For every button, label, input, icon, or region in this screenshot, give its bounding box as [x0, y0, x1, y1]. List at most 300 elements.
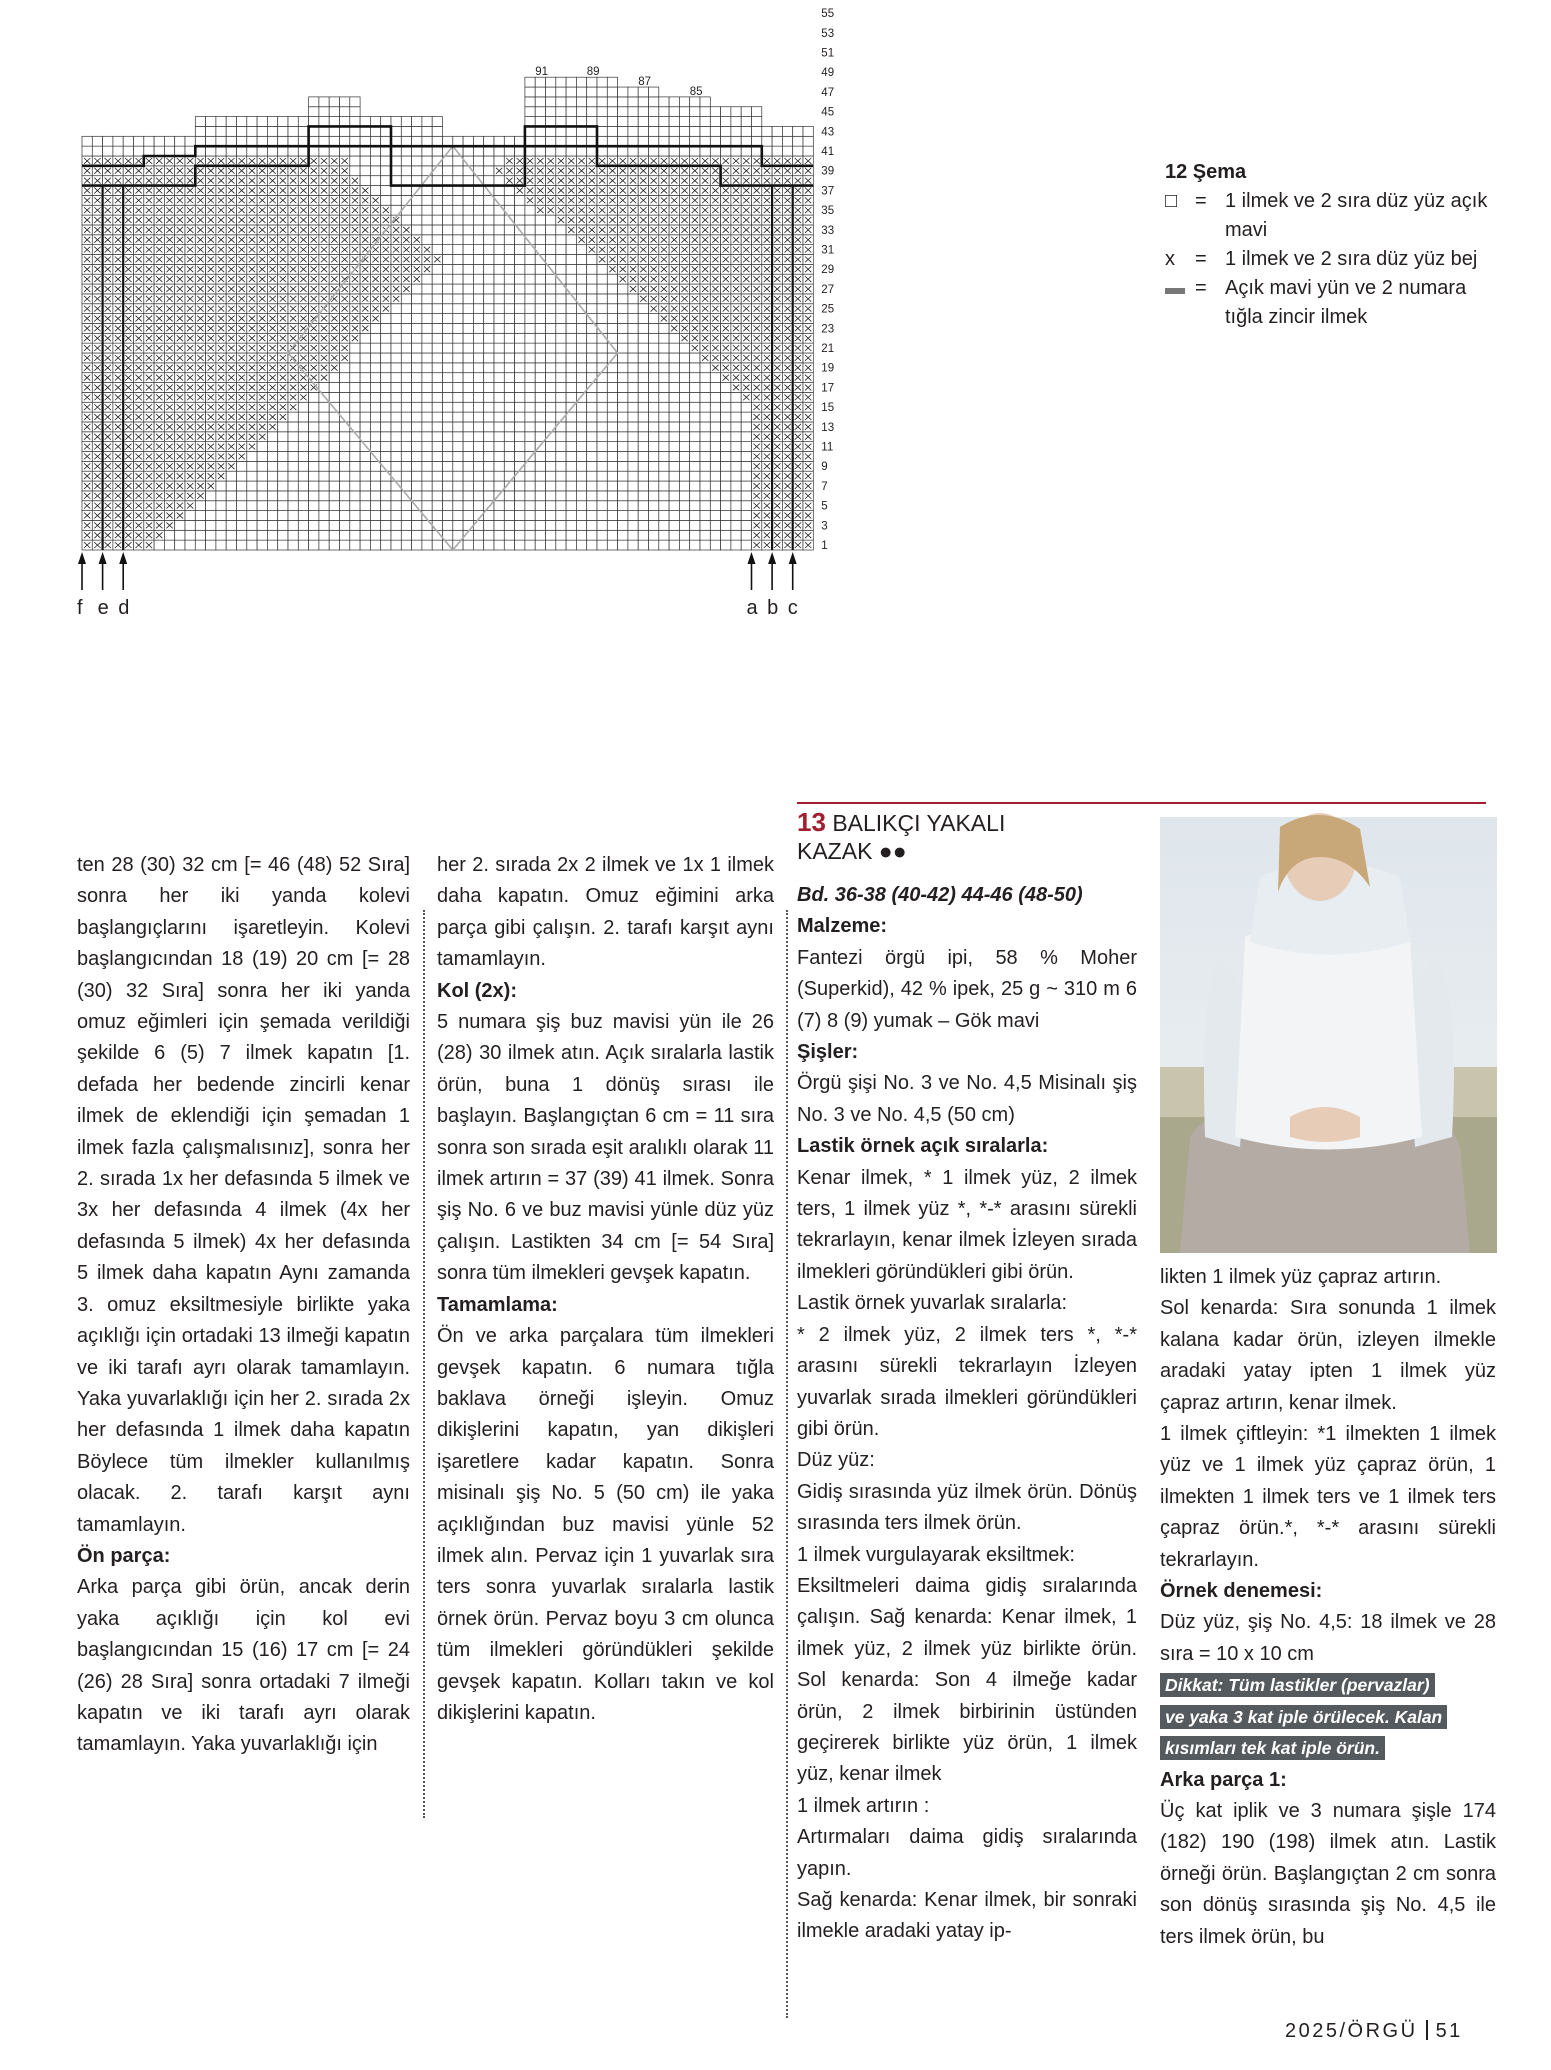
chart-cell — [463, 511, 473, 521]
chart-cell — [525, 373, 535, 383]
chart-cell — [484, 442, 494, 452]
chart-cell — [710, 461, 720, 471]
chart-cell — [679, 442, 689, 452]
chart-cell — [494, 245, 504, 255]
legend-text: 1 ilmek ve 2 sıra düz yüz bej — [1225, 248, 1478, 270]
chart-cell — [494, 511, 504, 521]
chart-cell — [391, 323, 401, 333]
text-column-1 — [77, 850, 410, 1761]
chart-cell — [443, 452, 453, 462]
chart-cell — [247, 501, 257, 511]
chart-cell — [566, 126, 576, 136]
chart-cell — [401, 471, 411, 481]
chart-cell — [638, 422, 648, 432]
chart-cell — [638, 461, 648, 471]
chart-cell — [453, 333, 463, 343]
chart-cell — [401, 452, 411, 462]
chart-cell — [391, 491, 401, 501]
chart-cell — [443, 343, 453, 353]
chart-cell — [731, 471, 741, 481]
chart-cell — [237, 146, 247, 156]
chart-cell — [690, 392, 700, 402]
chart-cell — [473, 471, 483, 481]
chart-cell — [257, 540, 267, 550]
chart-cell — [566, 432, 576, 442]
text-column-3-body — [797, 911, 1137, 1947]
chart-cell — [649, 333, 659, 343]
chart-cell — [329, 383, 339, 393]
chart-cell — [381, 363, 391, 373]
chart-cell — [515, 471, 525, 481]
chart-cell — [443, 392, 453, 402]
chart-cell — [659, 383, 669, 393]
chart-cell — [566, 255, 576, 265]
chart-cell — [412, 432, 422, 442]
legend-text: 1 ilmek ve 2 sıra düz yüz açık mavi — [1225, 190, 1488, 241]
chart-cell — [649, 353, 659, 363]
chart-cell — [525, 392, 535, 402]
chart-cell — [463, 402, 473, 412]
chart-cell — [422, 225, 432, 235]
chart-cell — [309, 520, 319, 530]
chart-cell — [597, 314, 607, 324]
chart-cell — [731, 452, 741, 462]
chart-cell — [649, 87, 659, 97]
chart-cell — [463, 461, 473, 471]
chart-cell — [597, 452, 607, 462]
chart-cell — [576, 363, 586, 373]
legend-symbol-x: x — [1165, 248, 1175, 270]
chart-cell — [679, 520, 689, 530]
chart-cell — [484, 304, 494, 314]
chart-cell — [515, 274, 525, 284]
chart-cell — [278, 520, 288, 530]
chart-cell — [566, 392, 576, 402]
chart-cell — [463, 264, 473, 274]
chart-cell — [556, 353, 566, 363]
chart-cell — [298, 540, 308, 550]
chart-cell — [546, 511, 556, 521]
chart-cell — [237, 520, 247, 530]
chart-cell — [185, 146, 195, 156]
chart-cell — [350, 373, 360, 383]
chart-cell — [690, 136, 700, 146]
chart-cell — [391, 432, 401, 442]
chart-cell — [381, 176, 391, 186]
chart-cell — [350, 107, 360, 117]
chart-cell — [391, 511, 401, 521]
chart-cell — [803, 126, 813, 136]
chart-cell — [628, 402, 638, 412]
chart-cell — [391, 353, 401, 363]
chart-cell — [185, 530, 195, 540]
chart-cell — [669, 491, 679, 501]
chart-cell — [412, 146, 422, 156]
chart-cell — [473, 412, 483, 422]
chart-cell — [638, 343, 648, 353]
chart-cell — [649, 432, 659, 442]
chart-cell — [587, 343, 597, 353]
chart-cell — [422, 195, 432, 205]
chart-cell — [443, 353, 453, 363]
chart-cell — [649, 520, 659, 530]
chart-cell — [607, 471, 617, 481]
chart-cell — [401, 461, 411, 471]
chart-cell — [329, 97, 339, 107]
chart-cell — [607, 422, 617, 432]
chart-cell — [597, 77, 607, 87]
chart-cell — [566, 481, 576, 491]
legend-equals: = — [1195, 248, 1207, 270]
row-number: 9 — [821, 461, 828, 474]
chart-cell — [360, 176, 370, 186]
chart-cell — [463, 412, 473, 422]
chart-cell — [340, 471, 350, 481]
chart-cell — [484, 461, 494, 471]
chart-cell — [412, 530, 422, 540]
chart-cell — [607, 491, 617, 501]
chart-cell — [391, 412, 401, 422]
legend-item — [1165, 187, 1495, 245]
chart-cell — [566, 117, 576, 127]
chart-cell — [237, 530, 247, 540]
chart-cell — [731, 412, 741, 422]
chart-cell — [278, 146, 288, 156]
chart-cell — [412, 166, 422, 176]
chart-cell — [360, 402, 370, 412]
chart-cell — [412, 136, 422, 146]
chart-cell — [587, 373, 597, 383]
chart-cell — [710, 136, 720, 146]
chart-cell — [443, 195, 453, 205]
chart-cell — [319, 540, 329, 550]
chart-cell — [329, 491, 339, 501]
chart-cell — [463, 274, 473, 284]
chart-cell — [216, 540, 226, 550]
chart-cell — [741, 107, 751, 117]
chart-cell — [443, 274, 453, 284]
chart-cell — [329, 452, 339, 462]
chart-cell — [679, 126, 689, 136]
chart-cell — [649, 511, 659, 521]
chart-cell — [546, 353, 556, 363]
marker-arrow-head — [789, 552, 797, 564]
chart-cell — [473, 284, 483, 294]
chart-cell — [185, 136, 195, 146]
chart-cell — [360, 520, 370, 530]
chart-cell — [731, 540, 741, 550]
chart-cell — [257, 146, 267, 156]
chart-cell — [134, 146, 144, 156]
chart-cell — [494, 540, 504, 550]
chart-cell — [566, 136, 576, 146]
chart-cell — [525, 530, 535, 540]
chart-cell — [566, 107, 576, 117]
chart-cell — [597, 481, 607, 491]
chart-cell — [422, 373, 432, 383]
chart-cell — [226, 520, 236, 530]
chart-cell — [679, 530, 689, 540]
chart-cell — [473, 481, 483, 491]
chart-cell — [556, 126, 566, 136]
chart-cell — [515, 481, 525, 491]
chart-cell — [515, 294, 525, 304]
chart-cell — [679, 392, 689, 402]
chart-cell — [278, 432, 288, 442]
chart-cell — [216, 136, 226, 146]
chart-cell — [741, 117, 751, 127]
row-number: 11 — [821, 441, 834, 454]
chart-cell — [484, 235, 494, 245]
chart-cell — [319, 481, 329, 491]
chart-cell — [710, 373, 720, 383]
article-title-line2: KAZAK ●● — [797, 838, 907, 864]
chart-cell — [381, 481, 391, 491]
chart-cell — [494, 383, 504, 393]
chart-cell — [576, 373, 586, 383]
chart-cell — [638, 520, 648, 530]
paragraph: Lastik örnek yuvarlak sıralarla: — [797, 1292, 1068, 1315]
chart-cell — [350, 117, 360, 127]
chart-cell — [484, 215, 494, 225]
chart-cell — [731, 136, 741, 146]
row-number: 19 — [821, 362, 835, 375]
chart-cell — [391, 146, 401, 156]
chart-cell — [463, 333, 473, 343]
chart-cell — [566, 520, 576, 530]
chart-cell — [515, 343, 525, 353]
chart-cell — [659, 107, 669, 117]
marker-arrow-head — [768, 552, 776, 564]
chart-cell — [288, 501, 298, 511]
chart-cell — [607, 97, 617, 107]
chart-cell — [288, 432, 298, 442]
chart-cell — [484, 491, 494, 501]
chart-cell — [772, 146, 782, 156]
chart-cell — [463, 176, 473, 186]
chart-cell — [443, 491, 453, 501]
chart-cell — [473, 353, 483, 363]
chart-cell — [700, 97, 710, 107]
chart-cell — [628, 126, 638, 136]
chart-cell — [649, 540, 659, 550]
chart-cell — [443, 166, 453, 176]
chart-cell — [226, 136, 236, 146]
chart-cell — [340, 117, 350, 127]
chart-cell — [576, 442, 586, 452]
chart-cell — [669, 136, 679, 146]
chart-cell — [669, 392, 679, 402]
chart-cell — [370, 146, 380, 156]
chart-cell — [319, 432, 329, 442]
chart-cell — [350, 363, 360, 373]
chart-cell — [556, 363, 566, 373]
chart-cell — [247, 461, 257, 471]
chart-cell — [700, 432, 710, 442]
chart-cell — [607, 107, 617, 117]
chart-cell — [412, 215, 422, 225]
chart-cell — [504, 540, 514, 550]
chart-cell — [329, 422, 339, 432]
chart-cell — [391, 126, 401, 136]
chart-cell — [535, 107, 545, 117]
chart-cell — [432, 225, 442, 235]
chart-cell — [473, 373, 483, 383]
chart-cell — [350, 520, 360, 530]
chart-cell — [309, 540, 319, 550]
chart-cell — [278, 452, 288, 462]
chart-cell — [618, 353, 628, 363]
paragraph: Örgü şişi No. 3 ve No. 4,5 Misinalı şiş No. 3 ve No. 4,5 (50 cm) — [797, 1072, 1137, 1126]
chart-cell — [288, 461, 298, 471]
chart-cell — [401, 392, 411, 402]
chart-cell — [278, 491, 288, 501]
chart-cell — [422, 383, 432, 393]
chart-cell — [535, 343, 545, 353]
chart-cell — [144, 136, 154, 146]
chart-cell — [556, 501, 566, 511]
chart-cell — [391, 333, 401, 343]
chart-cell — [247, 481, 257, 491]
chart-cell — [298, 530, 308, 540]
chart-cell — [576, 245, 586, 255]
chart-cell — [607, 126, 617, 136]
chart-cell — [484, 176, 494, 186]
chart-cell — [473, 392, 483, 402]
chart-cell — [319, 442, 329, 452]
chart-cell — [546, 333, 556, 343]
chart-cell — [556, 530, 566, 540]
model-illustration — [1160, 817, 1497, 1253]
stitch-count-label: 85 — [689, 85, 703, 98]
chart-cell — [515, 373, 525, 383]
chart-cell — [659, 432, 669, 442]
section-heading: Ön parça: — [77, 1544, 171, 1567]
chart-cell — [164, 530, 174, 540]
row-number: 45 — [821, 106, 835, 119]
chart-cell — [525, 432, 535, 442]
chart-cell — [607, 323, 617, 333]
chart-cell — [412, 323, 422, 333]
chart-cell — [587, 107, 597, 117]
chart-cell — [360, 166, 370, 176]
chart-cell — [535, 461, 545, 471]
chart-cell — [494, 156, 504, 166]
chart-cell — [576, 432, 586, 442]
chart-cell — [422, 215, 432, 225]
chart-cell — [360, 511, 370, 521]
chart-cell — [587, 136, 597, 146]
chart-cell — [587, 530, 597, 540]
chart-legend — [1165, 158, 1495, 332]
chart-cell — [381, 383, 391, 393]
chart-cell — [679, 432, 689, 442]
paragraph: Artırmaları daima gidiş sıralarında yapın. — [797, 1826, 1137, 1880]
chart-cell — [679, 343, 689, 353]
chart-cell — [515, 540, 525, 550]
chart-cell — [679, 117, 689, 127]
row-number: 55 — [821, 8, 835, 21]
chart-cell — [329, 146, 339, 156]
chart-cell — [649, 383, 659, 393]
note-highlight: Dikkat: Tüm lastikler (pervazlar) — [1160, 1673, 1435, 1697]
chart-cell — [453, 274, 463, 284]
chart-cell — [556, 304, 566, 314]
chart-cell — [535, 235, 545, 245]
chart-cell — [546, 294, 556, 304]
chart-cell — [669, 461, 679, 471]
chart-cell — [473, 264, 483, 274]
chart-cell — [422, 136, 432, 146]
chart-cell — [453, 363, 463, 373]
chart-cell — [628, 146, 638, 156]
chart-cell — [649, 491, 659, 501]
chart-cell — [587, 481, 597, 491]
chart-cell — [504, 195, 514, 205]
chart-cell — [628, 540, 638, 550]
chart-cell — [401, 520, 411, 530]
chart-cell — [484, 412, 494, 422]
chart-cell — [504, 235, 514, 245]
chart-cell — [422, 481, 432, 491]
chart-cell — [535, 333, 545, 343]
chart-cell — [638, 432, 648, 442]
chart-cell — [350, 126, 360, 136]
chart-cell — [535, 323, 545, 333]
chart-cell — [381, 333, 391, 343]
chart-cell — [484, 471, 494, 481]
chart-cell — [700, 146, 710, 156]
chart-cell — [370, 392, 380, 402]
chart-cell — [473, 432, 483, 442]
chart-cell — [597, 471, 607, 481]
chart-cell — [659, 461, 669, 471]
paragraph: ten 28 (30) 32 cm [= 46 (48) 52 Sıra] sonra her iki yanda kolevi başlangıçlarını işaretleyin. Kolevi başlangıcından 18 (19) 20 cm [= 28 (30) 32 Sıra] sonra her iki yanda omuz eğimleri için şemada verildiği şekilde 6 (5) 7 ilmek kapatın [1. defada her bedende zincirli kenar ilmek de eklendiği için şemadan 1 ilmek fazla çalışmalısınız], sonra her 2. sırada 1x her defasında 5 ilmek ve 3x her defasında 4 ilmek (4x her defasında 5 ilmek) 4x her defasında 5 ilmek daha kapatın Aynı zamanda 3. omuz eksiltmesiyle birlikte yaka açıklığı için ortadaki 13 ilmeği kapatın ve iki tarafı ayrı olarak tamamlayın. Yaka yuvarlaklığı için her 2. sırada 2x her defasında 1 ilmek daha kapatın Böylece tüm ilmekler kullanılmış olacak. 2. tarafı karşıt aynı tamamlayın. — [77, 854, 410, 1536]
chart-cell — [340, 126, 350, 136]
chart-cell — [237, 126, 247, 136]
chart-cell — [412, 363, 422, 373]
chart-cell — [267, 442, 277, 452]
chart-cell — [463, 255, 473, 265]
chart-cell — [597, 511, 607, 521]
chart-cell — [473, 402, 483, 412]
chart-cell — [370, 136, 380, 146]
chart-cell — [515, 511, 525, 521]
chart-cell — [257, 501, 267, 511]
chart-cell — [721, 520, 731, 530]
chart-cell — [123, 146, 133, 156]
chart-cell — [206, 117, 216, 127]
chart-cell — [576, 323, 586, 333]
chart-cell — [350, 511, 360, 521]
chart-cell — [535, 146, 545, 156]
chart-cell — [731, 422, 741, 432]
chart-cell — [350, 422, 360, 432]
chart-cell — [587, 422, 597, 432]
paragraph: Sağ kenarda: Kenar ilmek, bir sonraki ilmekle aradaki yatay ip- — [797, 1889, 1137, 1943]
chart-cell — [350, 471, 360, 481]
chart-cell — [690, 412, 700, 422]
chart-cell — [638, 452, 648, 462]
chart-cell — [782, 146, 792, 156]
chart-cell — [556, 314, 566, 324]
chart-cell — [535, 294, 545, 304]
chart-cell — [391, 136, 401, 146]
chart-cell — [175, 136, 185, 146]
chart-cell — [278, 461, 288, 471]
paragraph: 1 ilmek artırın : — [797, 1794, 930, 1817]
chart-cell — [206, 520, 216, 530]
